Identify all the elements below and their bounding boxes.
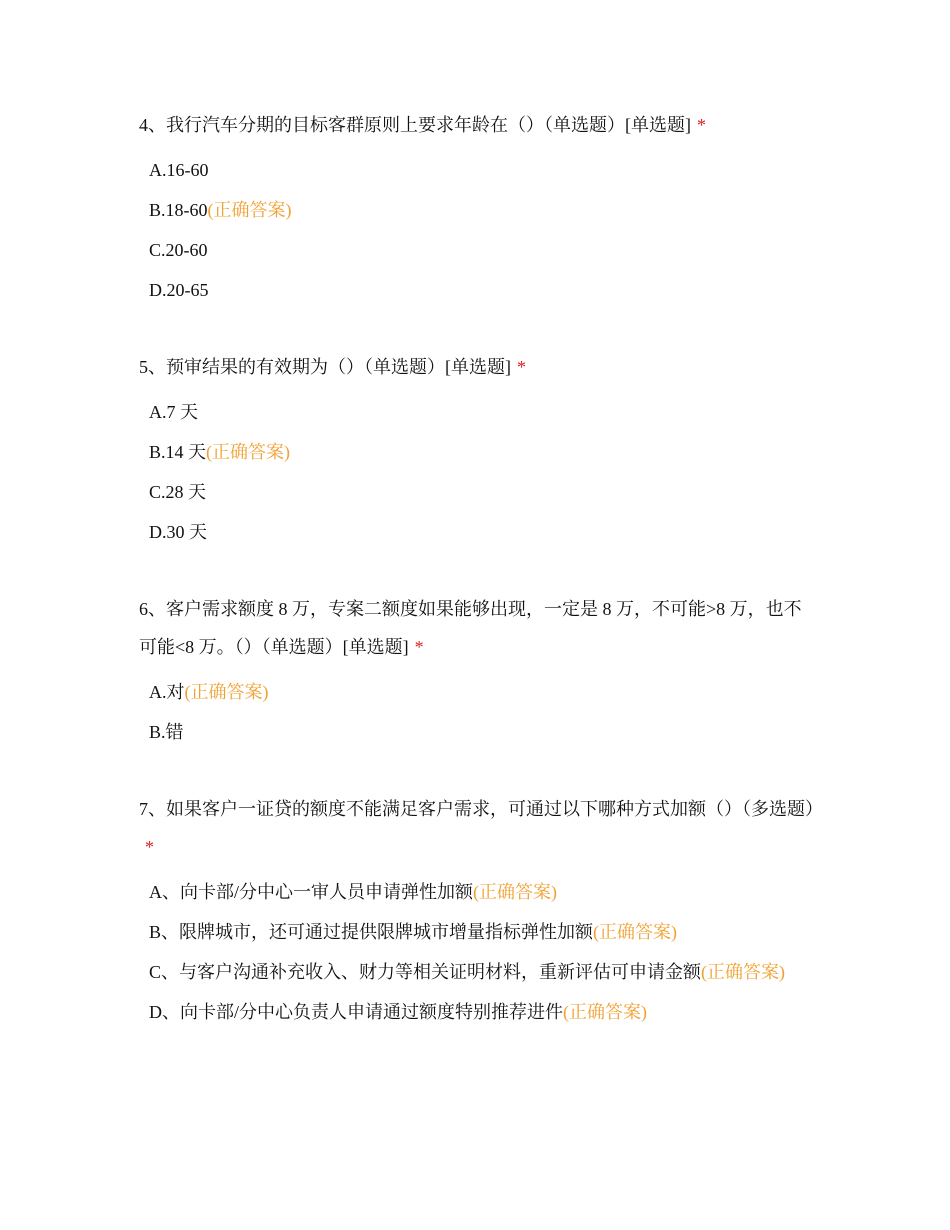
option-a[interactable] xyxy=(139,150,819,190)
option-list xyxy=(139,392,819,552)
option-list xyxy=(139,872,819,1032)
option-list xyxy=(139,150,819,310)
option-label: C.20-60 xyxy=(149,240,208,260)
correct-answer-tag: (正确答案) xyxy=(701,962,786,982)
option-label: A.7 天 xyxy=(149,402,198,422)
correct-answer-tag: (正确答案) xyxy=(206,442,291,462)
question-6 xyxy=(139,590,819,752)
correct-answer-tag: (正确答案) xyxy=(184,682,269,702)
option-a[interactable] xyxy=(139,672,819,712)
correct-answer-tag: (正确答案) xyxy=(593,922,678,942)
correct-answer-tag: (正确答案) xyxy=(473,882,557,902)
option-b[interactable] xyxy=(139,912,819,952)
option-b[interactable] xyxy=(139,432,819,472)
option-a[interactable] xyxy=(139,872,819,912)
option-label: B.错 xyxy=(149,722,184,742)
question-title xyxy=(139,106,819,144)
option-label: B.18-60 xyxy=(149,200,208,220)
option-label: D.20-65 xyxy=(149,280,209,300)
correct-answer-tag: (正确答案) xyxy=(207,200,292,220)
question-text: 5、预审结果的有效期为（）（单选题）[单选题] xyxy=(139,357,511,377)
option-label: C.28 天 xyxy=(149,482,207,502)
question-4 xyxy=(139,106,819,310)
question-title xyxy=(139,790,823,866)
question-text: 6、客户需求额度 8 万，专案二额度如果能够出现，一定是 8 万，不可能>8 万，也不可能<8 万。（）（单选题）[单选题] xyxy=(139,599,802,657)
option-label: D.30 天 xyxy=(149,522,207,542)
question-title xyxy=(139,348,819,386)
option-c[interactable] xyxy=(139,230,819,270)
question-text: 4、我行汽车分期的目标客群原则上要求年龄在（）（单选题）[单选题] xyxy=(139,115,691,135)
option-label: A、向卡部/分中心一审人员申请弹性加额 xyxy=(149,882,473,902)
option-b[interactable] xyxy=(139,712,819,752)
option-label: D、向卡部/分中心负责人申请通过额度特别推荐进件 xyxy=(149,1002,563,1022)
option-a[interactable] xyxy=(139,392,819,432)
required-asterisk: * xyxy=(517,357,526,377)
option-label: A.16-60 xyxy=(149,160,209,180)
question-text: 7、如果客户一证贷的额度不能满足客户需求，可通过以下哪种方式加额（）（多选题） xyxy=(139,799,823,819)
question-7 xyxy=(139,790,823,1032)
option-c[interactable] xyxy=(139,472,819,512)
correct-answer-tag: (正确答案) xyxy=(563,1002,647,1022)
option-c[interactable] xyxy=(139,952,819,992)
option-label: B、限牌城市，还可通过提供限牌城市增量指标弹性加额 xyxy=(149,922,594,942)
required-asterisk: * xyxy=(697,115,706,135)
question-title xyxy=(139,590,819,666)
option-label: A.对 xyxy=(149,682,185,702)
option-d[interactable] xyxy=(139,270,819,310)
option-d[interactable] xyxy=(139,992,819,1032)
option-d[interactable] xyxy=(139,512,819,552)
option-list xyxy=(139,672,819,752)
option-b[interactable] xyxy=(139,190,819,230)
option-label: C、与客户沟通补充收入、财力等相关证明材料，重新评估可申请金额 xyxy=(149,962,702,982)
required-asterisk: * xyxy=(145,837,154,857)
required-asterisk: * xyxy=(414,637,424,657)
question-5 xyxy=(139,348,819,552)
option-label: B.14 天 xyxy=(149,442,207,462)
